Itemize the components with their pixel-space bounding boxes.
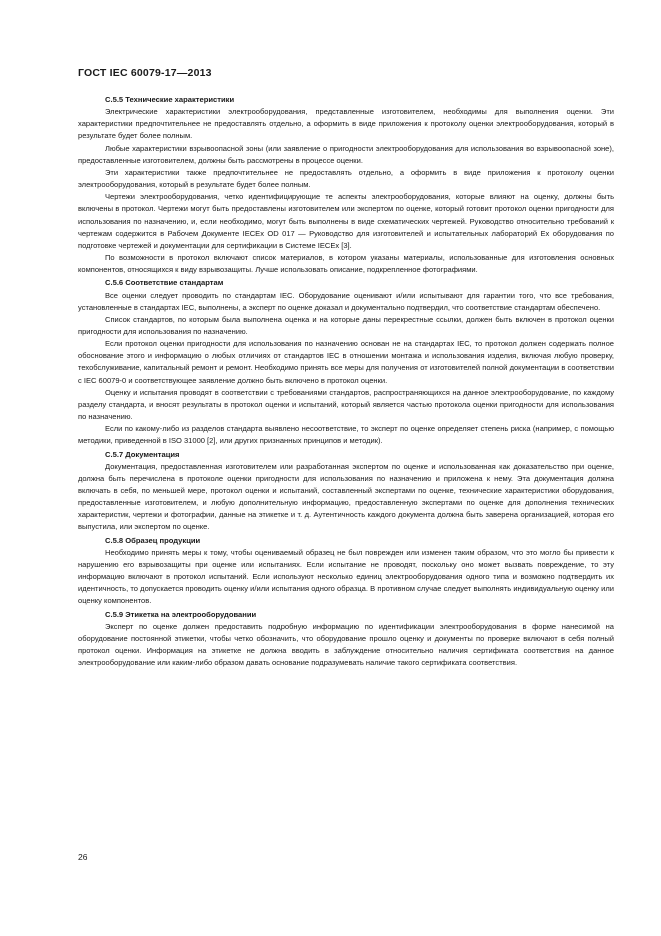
section-heading: C.5.6 Соответствие стандартам (105, 278, 224, 288)
body-paragraph: Эксперт по оценке должен предоставить подробную информацию по идентификации электрооборудования в форме нанесимой на оборудование постоянной этикетки, чтобы четко обозначить, что оборудование прошло оценку и документы по проверке включают в себя полный протокол оценки. Информация на этикетке не должна вводить в заблуждение относительно наличия сертификата соответствия на данное электрооборудование или каким-либо образом давать основание подразумевать наличие такого сертификата соответствия. (78, 621, 614, 668)
document-header: ГОСТ IEC 60079-17—2013 (78, 67, 212, 79)
body-paragraph: Оценку и испытания проводят в соответствии с требованиями стандартов, распространяющихся на данное электрооборудование, по каждому разделу стандарта, и вносят результаты в протокол оценки и испытаний, который является частью протокола оценки пригодности для использования по назначению. (78, 387, 614, 422)
section-heading: C.5.9 Этикетка на электрооборудовании (105, 609, 257, 619)
document-body (78, 94, 614, 669)
section-heading: C.5.7 Документация (105, 449, 180, 459)
section-heading: C.5.5 Технические характеристики (105, 95, 235, 104)
body-paragraph: Документация, предоставленная изготовителем или разработанная экспертом по оценке и использованная как доказательство при оценке, должна быть перечислена в протоколе оценки пригодности для использования по назначению и приложена к нему. Эта документация должна включать в себя, по меньшей мере, протокол оценки и испытаний, составленный экспертами по оценке, технические характеристики оборудования, предоставленные изготовителем, и любую дополнительную информацию, предоставленную экспертами по оценке для дополнения технических характеристик, чертежи и фотографии, данные на этикетке и т. д. Аутентичность каждого документа должна быть заверена организацией, которая его выпустила, или экспертом по оценке. (78, 461, 614, 532)
body-paragraph: Эти характеристики также предпочтительнее не предоставлять отдельно, а оформить в виде приложения к протоколу оценки электрооборудования, который в результате будет более полным. (78, 167, 614, 190)
body-paragraph: Если протокол оценки пригодности для использования по назначению основан не на стандартах IEC, то протокол должен содержать полное обоснование этого и информацию о любых отличиях от стандартов IEC в отношении монтажа и использования изделия, включая любую проверку, техобслуживание, капитальный ремонт и ремонт. Необходимо принять все меры для получения от изготовителей полной документации в соответствии с IEC 60079-0 и соответствующее заявление должно быть включено в протокол оценки. (78, 339, 614, 385)
body-paragraph: Список стандартов, по которым была выполнена оценка и на которые даны перекрестные ссылки, должен быть включен в протокол оценки пригодности для использования по назначению. (78, 314, 614, 336)
body-paragraph: Любые характеристики взрывоопасной зоны (или заявление о пригодности электрооборудования для использования во взрывоопасной зоне), предоставленные изготовителем, должны быть рассмотрены в процессе оценки. (78, 143, 614, 165)
body-paragraph: Все оценки следует проводить по стандартам IEC. Оборудование оценивают и/или испытывают для гарантии того, что все требования, установленные в стандартах IEC, выполнены, а эксперт по оценке доказал и документально подтвердил, что соответствие стандартам обеспечено. (78, 290, 614, 312)
body-paragraph: Если по какому-либо из разделов стандарта выявлено несоответствие, то эксперт по оценке определяет степень риска (например, с помощью методики, приведенной в ISO 31000 [2], или других признанных принципов и методик). (78, 424, 614, 446)
body-paragraph: По возможности в протокол включают список материалов, в котором указаны материалы, использованные для изготовления основных компонентов, относящихся к виду взрывозащиты. Лучше использовать описание, подкрепленное фотографиями. (78, 253, 614, 275)
page-number: 26 (78, 852, 88, 862)
body-paragraph: Чертежи электрооборудования, четко идентифицирующие те аспекты электрооборудования, которые влияют на оценку, должны быть включены в протокол. Чертежи могут быть предоставлены изготовителем или экспертом по оценке, который готовит протокол оценки пригодности для использования по назначению, и, если необходимо, могут быть выполнены в виде схематических чертежей. Руководство относительно требований к чертежам содержится в Рабочем Документе IECEx OD 017 — Руководство для изготовителей и испытательных лабораторий Ex оборудования по подготовке чертежей и документации для сертификации в Системе IECEx [3]. (78, 192, 614, 250)
body-paragraph: Необходимо принять меры к тому, чтобы оцениваемый образец не был поврежден или изменен таким образом, что это могло бы привести к нарушению его взрывозащиты при оценке или испытаниях. Если испытание не проводят, поскольку оно может вызвать повреждение, то эту информацию включают в протокол испытаний. Если используют несколько единиц электрооборудования одного типа и возможно подтвердить их идентичность, то допускается проводить оценку и/или испытания одного образца. В противном случае следует выполнять индивидуальную оценку или оценку компонентов. (78, 547, 614, 606)
section-heading: C.5.8 Образец продукции (105, 535, 201, 545)
body-paragraph: Электрические характеристики электрооборудования, представленные изготовителем, необходимы для выполнения оценки. Эти характеристики предпочтительнее не предоставлять отдельно, а оформить в виде приложения к протоколу оценки электрооборудования, который в результате будет более полным. (78, 107, 614, 141)
